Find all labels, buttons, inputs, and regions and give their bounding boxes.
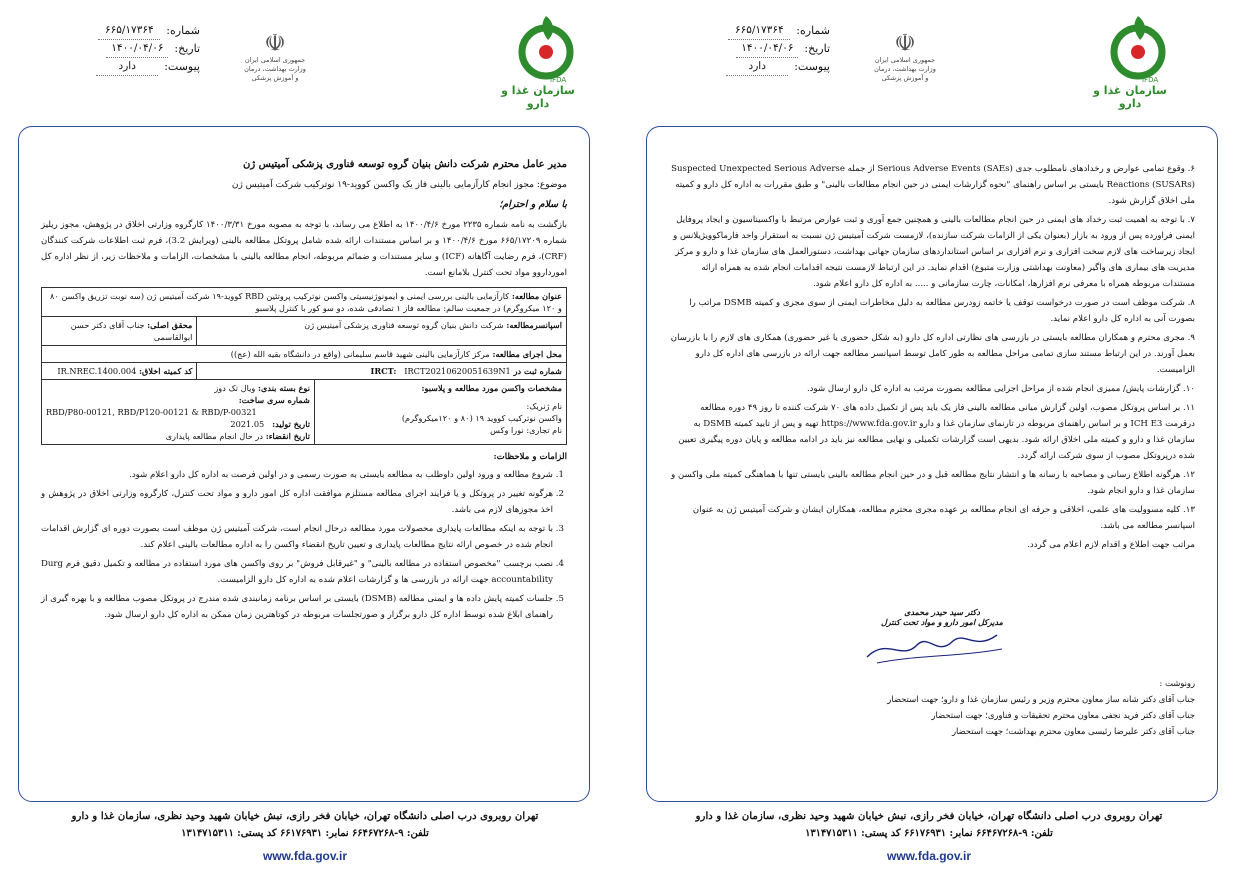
study-info-table — [41, 287, 567, 445]
irct-code: IRCT20210620051639N1 — [404, 366, 511, 376]
ifda-logo — [1080, 12, 1180, 110]
iran-emblem-icon: ☫ — [894, 29, 916, 57]
sponsor-label: اسپانسرمطالعه: — [506, 320, 562, 330]
pi: جناب آقای دکتر حسن ابوالقاسمی — [70, 320, 193, 342]
site: مرکز کارآزمایی بالینی شهید قاسم سلیمانی (واقع در دانشگاه بقیه الله (عج)) — [230, 349, 490, 359]
item-number: ۸. — [1187, 298, 1195, 308]
footer-url[interactable]: www.fda.gov.ir — [262, 849, 347, 863]
mfg-date: 2021.05 — [230, 419, 265, 429]
ministry-emblem — [230, 30, 320, 83]
vaccine-label: مشخصات واکسن مورد مطالعه و پلاسبو: — [421, 383, 562, 393]
list-item: 1. شروع مطالعه و ورود اولین داوطلب به مطالعه بایستی به صورت رسمی و در اولین فرصت به اداره کل دارو اعلام شود. — [41, 467, 553, 483]
footer-address — [624, 808, 1234, 842]
item-number: ۹. — [1187, 333, 1195, 343]
emblem-line: جمهوری اسلامی ایران — [244, 56, 306, 64]
signature-block — [867, 607, 1017, 627]
number-value: ۶۶۵/۱۷۳۶۴ — [728, 22, 790, 40]
letter-meta — [60, 22, 200, 76]
numbered-item — [669, 381, 1195, 397]
emblem-line: و آموزش پزشکی — [881, 74, 929, 82]
ethics-label: کد کمیته اخلاق: — [138, 366, 193, 376]
item-text: هرگونه اطلاع رسانی و مصاحبه با رسانه ها و انتشار نتایج مطالعه قبل و در حین انجام مطالعه بالینی بایستی تنها با هماهنگی کمیته ملی واکسن و سازمان غذا و دارو انجام شود. — [671, 470, 1195, 496]
generic-label: نام ژنریک: — [526, 401, 562, 411]
item-text: با توجه به اهمیت ثبت رخداد های ایمنی در حین انجام مطالعات بالینی و همچنین جمع آوری و ثبت عوارض مرتبط با واکسیناسیون و ایجاد پروفایل ایمنی فراورده پس از ورود به بازار (بعنوان یکی از الزامات شرکت سازنده)، لازمست شرکت آمیتیس ژن نسبت به استقرار واحد فارماکوویژیلانس و ایجاد زیرساخت های لازم سخت افزاری و نرم افزاری بر اساس استانداردهای سازمان جهانی بهداشت، دستورالعمل های سازمان غذا و دارو و مرکز مدیریت های بیماری های واگیر (معاونت بهداشتی وزارت متبوع) اقدام نماید. در این ارتباط لازمست نتیجه اقدامات انجام شده به همراه ارائه مستندات مربوطه همراه با معرفی نرم افزارها، امکانات، چارت سازمانی و ..... به اداره کل دارو اعلام شود. — [673, 215, 1195, 289]
trade-label: نام تجاری: — [526, 425, 562, 435]
generic-name: واکسن نوترکیب کووید ۱۹ (۸۰ و ۱۲۰میکروگرم) — [401, 413, 562, 423]
numbered-item — [669, 161, 1195, 209]
contact: تلفن: ۹-۶۶۴۶۷۲۶۸ نمابر: ۶۶۱۷۶۹۳۱ کد پستی: ۱۳۱۴۷۱۵۳۱۱ — [805, 828, 1053, 839]
number-label: شماره: — [166, 24, 200, 37]
letter-body — [41, 157, 567, 626]
closing-line: مراتب جهت اطلاع و اقدام لازم اعلام می گردد. — [1027, 540, 1195, 550]
irct-label: شماره ثبت در IRCT: — [370, 366, 562, 376]
ethics-code: IR.NREC.1400.004 — [57, 366, 137, 376]
item-text: مجری محترم و همکاران مطالعه بایستی در بازرسی های نظارتی اداره کل دارو (به شکل حضوری یا غیر حضوری) همکاری های لازم را با بازرسان بعمل آورند. در این ارتباط مستند سازی تمامی مراحل مطالعه به طور کامل توسط اسپانسر مطالعه جهت ارائه در بازرسی های اداره کل دارو الزامیست. — [670, 333, 1195, 375]
emblem-line: وزارت بهداشت، درمان — [244, 65, 306, 73]
logo-abbr: IFDA — [1142, 76, 1159, 84]
requirements-list — [41, 467, 567, 623]
ifda-logo-icon — [488, 12, 588, 84]
subject: موضوع: مجوز انجام کارآزمایی بالینی فاز یک واکسن کووید-۱۹ نوترکیب شرکت آمیتیس ژن — [231, 180, 567, 190]
iran-emblem-icon: ☫ — [264, 29, 286, 57]
cc-item: جناب آقای دکتر فرید نجفی معاون محترم تحقیقات و فناوری؛ جهت استحضار — [931, 710, 1195, 720]
letter-meta — [690, 22, 830, 76]
attachment-value: دارد — [726, 58, 788, 76]
numbered-item — [669, 330, 1195, 378]
exp-date: در حال انجام مطالعه پایداری — [165, 431, 264, 441]
contact: تلفن: ۹-۶۶۴۶۷۲۶۸ نمابر: ۶۶۱۷۶۹۳۱ کد پستی: ۱۳۱۴۷۱۵۳۱۱ — [181, 828, 429, 839]
addressee: مدیر عامل محترم شرکت دانش بنیان گروه توسعه فناوری پزشکی آمیتیس ژن — [243, 159, 567, 170]
letter-body — [669, 161, 1195, 553]
signature-icon — [857, 627, 1007, 667]
item-text: گزارشات پایش/ ممیزی انجام شده از مراحل اجرایی مطالعه بصورت مرتب به اداره کل دارو ارسال شود. — [806, 384, 1181, 394]
pack-label: نوع بسته بندی: — [257, 383, 310, 393]
attachment-value: دارد — [96, 58, 158, 76]
emblem-line: جمهوری اسلامی ایران — [874, 56, 936, 64]
numbered-item — [669, 400, 1195, 464]
requirements-title: الزامات و ملاحظات: — [493, 452, 567, 462]
address: تهران روبروی درب اصلی دانشگاه تهران، خیابان فخر رازی، نبش خیابان شهید وحید نظری، سازمان غذا و دارو — [71, 810, 539, 822]
attachment-label: پیوست: — [164, 60, 200, 73]
intro-paragraph: بازگشت به نامه شماره ۲۲۳۵ مورخ ۱۴۰۰/۴/۶ به اطلاع می رساند، با توجه به مصوبه مورخ ۱۴۰۰/۳/۳۱ کارگروه وزارتی اخلاق در پژوهش، مجوز ریلیز شماره ۶۶۵/۱۷۲۰۹ مورخ ۱۴۰۰/۴/۶ و بر اساس مستندات ارائه شده شامل پروتکل مطالعه بالینی (ویرایش 3.2)، فرم ثبت اطلاعات شرکت کنندگان (CRF)، فرم رضایت آگاهانه (ICF) و سایر مستندات و ضمائم مربوطه، انجام مطالعه بالینی با مشخصات، الزامات و ملاحظات زیر، از نظر اداره کل امورداروو مواد تحت کنترل بلامانع است. — [41, 220, 567, 278]
item-number: ۱۰. — [1183, 384, 1195, 394]
numbered-item — [669, 295, 1195, 327]
logo-text: سازمان غذا و دارو — [1093, 84, 1167, 110]
footer-address — [0, 808, 610, 842]
cc-item: جناب آقای دکتر علیرضا رئیسی معاون محترم بهداشت؛ جهت استحضار — [951, 726, 1195, 736]
ifda-logo — [488, 12, 588, 110]
number-label: شماره: — [796, 24, 830, 37]
date-label: تاریخ: — [174, 42, 200, 55]
study-title-label: عنوان مطالعه: — [511, 291, 562, 301]
letter-page-1 — [0, 0, 610, 885]
date-value: ۱۴۰۰/۰۴/۰۶ — [106, 40, 168, 58]
cc-list — [865, 675, 1195, 739]
cc-title: رونوشت : — [1159, 678, 1195, 688]
letter-frame — [18, 126, 590, 802]
study-title: کارآزمایی بالینی بررسی ایمنی و ایمونوژنیسیتی واکسن نوترکیب پروتئین RBD کووید-۱۹ شرکت آمیتیس ژن (سه نوبت تزریق واکسن ۸۰ و ۱۲۰ میکروگرم) در جمعیت سالم: مطالعه فاز ۱ تصادفی شده، دو سو کور با کنترل پلاسبو — [50, 291, 562, 313]
item-number: ۱۳. — [1183, 505, 1195, 515]
list-item: 4. نصب برچسب "مخصوص استفاده در مطالعه بالینی" و "غیرقابل فروش" بر روی واکسن های مورد استفاده در مطالعه و تکمیل دقیق فرم Durg accountability جهت ارائه در بازرسی ها و گزارشات اعلام شده به اداره کل دارو الزامیست. — [41, 556, 553, 588]
site-label: محل اجرای مطالعه: — [492, 349, 562, 359]
number-value: ۶۶۵/۱۷۳۶۴ — [98, 22, 160, 40]
item-number: ۱۲. — [1183, 470, 1195, 480]
exp-label: تاریخ انقضاء: — [265, 431, 310, 441]
pack: ویال تک دوز — [214, 383, 256, 393]
pi-label: محقق اصلی: — [147, 320, 193, 330]
logo-text: سازمان غذا و دارو — [501, 84, 575, 110]
address: تهران روبروی درب اصلی دانشگاه تهران، خیابان فخر رازی، نبش خیابان شهید وحید نظری، سازمان غذا و دارو — [695, 810, 1163, 822]
greeting: با سلام و احترام؛ — [499, 199, 567, 210]
list-item: 2. هرگونه تغییر در پروتکل و یا فرایند اجرای مطالعه مستلزم موافقت اداره کل امور دارو و مواد تحت کنترل، کارگروه وزارتی اخلاق در پژوهش و اخذ مجوزهای لازم می باشد. — [41, 486, 553, 518]
mfg-label: تاریخ تولید: — [272, 419, 310, 429]
item-number: ۶. — [1187, 164, 1195, 174]
date-value: ۱۴۰۰/۰۴/۰۶ — [736, 40, 798, 58]
trade-name: نورا وکس — [490, 425, 524, 435]
item-number: ۷. — [1187, 215, 1195, 225]
ifda-logo-icon — [1080, 12, 1180, 84]
item-text: بر اساس پروتکل مصوب، اولین گزارش میانی مطالعه بالینی فاز یک باید پس از تکمیل داده های ۷۰ شرکت کننده تا روز ۴۹ دوره مطالعه درقرمت ICH E3 و بر اساس راهنمای مربوطه در تارنمای سازمان غذا و دارو https://www.fda.gov.ir تهیه و پس از تایید کمیته DSMB به سازمان غذا و دارو و کمیته ملی اخلاق ارائه شود. بدیهی است گزارشات تکمیلی و نهایی مطالعه نیز باید در ادامه مطالعه و پایان دوره پیگیری تعیین شده درپروتکل مصوب از سوی شرکت ارائه گردد. — [678, 403, 1195, 461]
date-label: تاریخ: — [804, 42, 830, 55]
item-number: ۱۱. — [1183, 403, 1195, 413]
batch-label: شماره سری ساخت: — [238, 395, 310, 405]
emblem-line: و آموزش پزشکی — [251, 74, 299, 82]
numbered-item — [669, 467, 1195, 499]
list-item: 5. جلسات کمیته پایش داده ها و ایمنی مطالعه (DSMB) بایستی بر اساس برنامه زمانبندی شده مندرج در پروتکل مصوب مطالعه و با بهره گیری از راهنمای ابلاغ شده توسط اداره کل دارو برگزار و صورتجلسات مربوطه در کوتاهترین زمان ممکن به اداره کل دارو ارسال شود. — [41, 591, 553, 623]
cc-item: جناب آقای دکتر شانه ساز معاون محترم وزیر و رئیس سازمان غذا و دارو؛ جهت استحضار — [887, 694, 1195, 704]
signer-title: مدیرکل امور دارو و مواد تحت کنترل — [881, 617, 1003, 627]
numbered-item — [669, 502, 1195, 534]
item-text: وقوع تمامی عوارض و رخدادهای نامطلوب جدی Serious Adverse Events (SAEs) از جمله Suspected Unexpected Serious Adverse Reactions (SUSARs) بایستی بر اساس راهنمای "نحوه گزارشات ایمنی در حین انجام مطالعات بالینی" و طبق مقررات به اداره کل دارو و کمیته ملی اخلاق گزارش شود. — [671, 164, 1195, 206]
letter-page-2 — [624, 0, 1234, 885]
attachment-label: پیوست: — [794, 60, 830, 73]
emblem-line: وزارت بهداشت، درمان — [874, 65, 936, 73]
item-text: کلیه مسوولیت های علمی، اخلاقی و حرفه ای انجام مطالعه بر عهده مجری محترم مطالعه، همکاران ایشان و شرکت آمیتیس ژن به عنوان اسپانسر مطالعه می باشد. — [692, 505, 1195, 531]
ministry-emblem — [860, 30, 950, 83]
item-text: شرکت موظف است در صورت درخواست توقف یا خاتمه زودرس مطالعه به دلیل مخاطرات ایمنی از سوی مجری و کمیته DSMB مراتب را بصورت آنی به اداره کل دارو اعلام نماید. — [689, 298, 1195, 324]
numbered-item — [669, 212, 1195, 292]
signer-name: دکتر سید حیدر محمدی — [904, 607, 980, 617]
list-item: 3. با توجه به اینکه مطالعات پایداری محصولات مورد مطالعه درحال انجام است، شرکت آمیتیس ژن موظف است بصورت دوره ای گزارش اقدامات انجام شده در خصوص ارائه نتایج مطالعات پایداری و تعیین تاریخ انقضاء واکسن را به اداره مطالعات بالینی اعلام کند. — [41, 521, 553, 553]
sponsor: شرکت دانش بنیان گروه توسعه فناوری پزشکی آمیتیس ژن — [304, 320, 504, 330]
logo-abbr: IFDA — [550, 76, 567, 84]
batch: RBD/P80-00121, RBD/P120-00121 & RBD/P-00321 — [46, 407, 257, 417]
footer-url[interactable]: www.fda.gov.ir — [886, 849, 971, 863]
letter-frame — [646, 126, 1218, 802]
